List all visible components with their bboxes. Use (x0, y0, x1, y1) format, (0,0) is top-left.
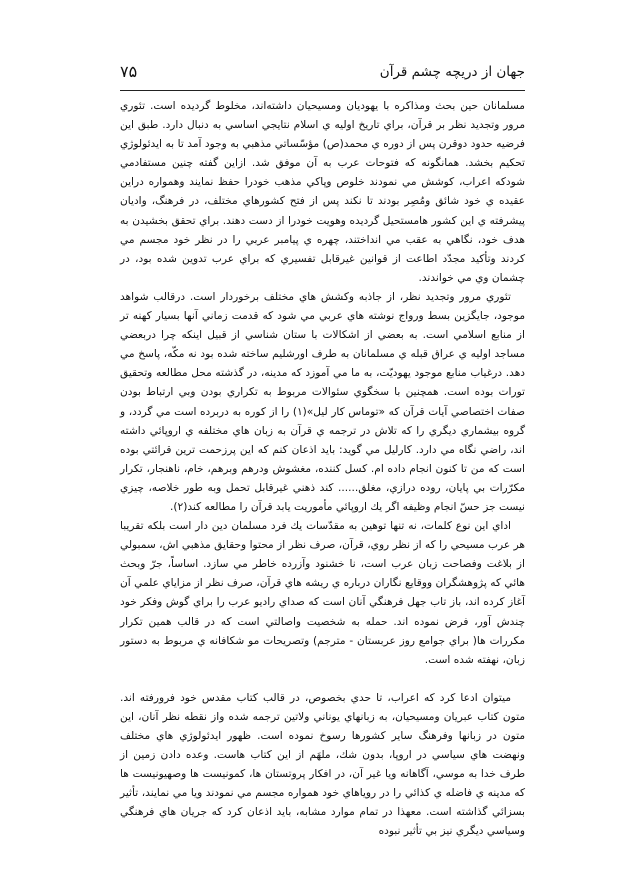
paragraph: ميتوان ادعا كرد كه اعراب، تا حدي بخصوص، در قالب كتاب مقدس خود فرورفته اند. متون كتاب عبريان ومسيحيان، به زبانهاي يوناني ولاتين ترجمه شده واز نقطه نظر آنان، اين متون در زبانها وفرهنگ ساير كشورها رسوخ نموده است. ظهور ايدئولوژي هاي مختلف ونهضت هاي سياسي در اروپا، بدون شك، ملهَم از اين كتاب هاست. وعده دادن زمين از طرف خدا به موسي، آگاهانه ويا غير آن، در افكار پروتستان ها، كمونيست ها وصهيونيست ها كه مدينه ي فاضله ي كذائي را در روياهاي خود همواره مجسم مي نمودند ويا مي نمايند، تأثير بسزائي گذاشته است. معهذا در تمام موارد مشابه، بايد اذعان كرد كه جريان هاي فرهنگي وسياسي ديگري نيز بي تأثير نبوده (120, 691, 525, 838)
running-title: جهان از دریچه چشم قرآن (379, 64, 525, 80)
page-number: ۷۵ (120, 62, 138, 81)
header-divider (120, 90, 525, 91)
paragraph: اداي اين نوع كلمات، نه تنها توهين به مقدّسات يك فرد مسلمان دين دار است بلكه تقريبا هر عرب مسيحي را كه از نظر روي، قرآن، صرف نظر از محتوا وحقايق مذهبي اش، سمبولي از بلاغت وفصاحت زبان عرب است، نا خشنود وآزرده خاطر مي سازد. اساساً، جرّ وبحث هائي كه پژوهشگران ووقايع نگاران درباره ي ريشه هاي قرآن، صرف نظر از مزاياي علمي آن آغاز كرده اند، باز تاب جهل فرهنگي آنان است كه صداي راديو عرب را براي گوش وفكر خود چندش آور، فرض نموده اند. حمله به شخصيت واصالتي است كه در قالب همين تكرار مكررات ها( براي جوامع روز عربستان - مترجم) وتصريحات مو شكافانه ي مربوط به دستور زبان، نهفته شده است. (120, 520, 525, 666)
body-text (120, 97, 525, 842)
paragraph: مسلمانان حين بحث ومذاكره با يهوديان ومسيحيان داشته‌اند، مخلوط گرديده است. تئوري مرور وتجديد نظر بر قرآن، براي تاريخ اوليه ي اسلام نتايجي اساسي به دنبال دارد. طبق اين فرضيه حدود دوقرن پس از دوره ي محمد(ص) مؤسّساتي مذهبي به وجود آمد تا به ايدئولوژي تحكيم بخشد. همانگونه كه فتوحات عرب به آن موفق شد. ازاين گفته چنين مستفادمي شودكه اعراب، كوشش مي نمودند خلوص وپاكي مذهب خودرا حفظ نمايند وهمواره دراين عقيده ي خود شائق ومُصِر بودند تا نكند پس از فتح كشورهاي مختلف، در فرهنگ، واديان پيشرفته ي اين كشور هامستحيل گرديده وهويت خودرا از دست دهند. براي تحقق بخشيدن به هدف خود، نگاهي به عقب مي انداختند، چهره ي پيامبر عربي را در نظر خود مجسم مي كردند وتأكيد مجدّد اطاعت از قوانين غيرقابل تفسيري كه براي عرب تدوين شده بود، در چشمان وي مي خواندند. (120, 100, 525, 284)
page-header (120, 62, 525, 84)
paragraph: تئوري مرور وتجديد نظر، از جاذبه وكشش هاي مختلف برخوردار است. درقالب شواهد موجود، جايگزين بسط ورواج نوشته هاي عربي مي شود كه قدمت زماني آنها بسيار كهنه تر از منابع اسلامي است. به بعضي از اشكالات با ستان شناسي از قبيل اينكه چرا دربعضي مساجد اوليه ي عراق قبله ي مسلمانان به طرف اورشليم ساخته شده بود نه مكّه، پاسخ مي دهد. درغياب منابع موجود يهوديّت، به ما مي آموزد كه مدينه، در گذشته محل مطالعه وتحقيق تورات بوده است. همچنين با سخگوي سئوالات مربوط به تكراري بودن وبي ارتباط بودن صفات اختصاصي آيات قرآن كه «توماس كار ليل»(۱) را از كوره به دربرده است مي گردد، و گروه بيشماري ديگري را كه تلاش در ترجمه ي قرآن به زبان هاي مختلفه ي اروپائي داشته اند، راضي نگاه مي دارد. كارليل مي گويد: بايد اذعان كنم كه اين پرزحمت ترين قرائتي بوده است كه من تا كنون انجام داده ام. كسل كننده، مغشوش ودرهم وبرهم، خام، ناهنجار، تكرار مكرّرات بي پايان، روده درازي، مغلق...... كند ذهني غيرقابل تحمل وبه طور خلاصه، چيزي نيست جز حسّ انجام وظيفه اگر يك اروپائي مأموريت يابد قرآن را مطالعه كند(۲). (120, 290, 525, 513)
